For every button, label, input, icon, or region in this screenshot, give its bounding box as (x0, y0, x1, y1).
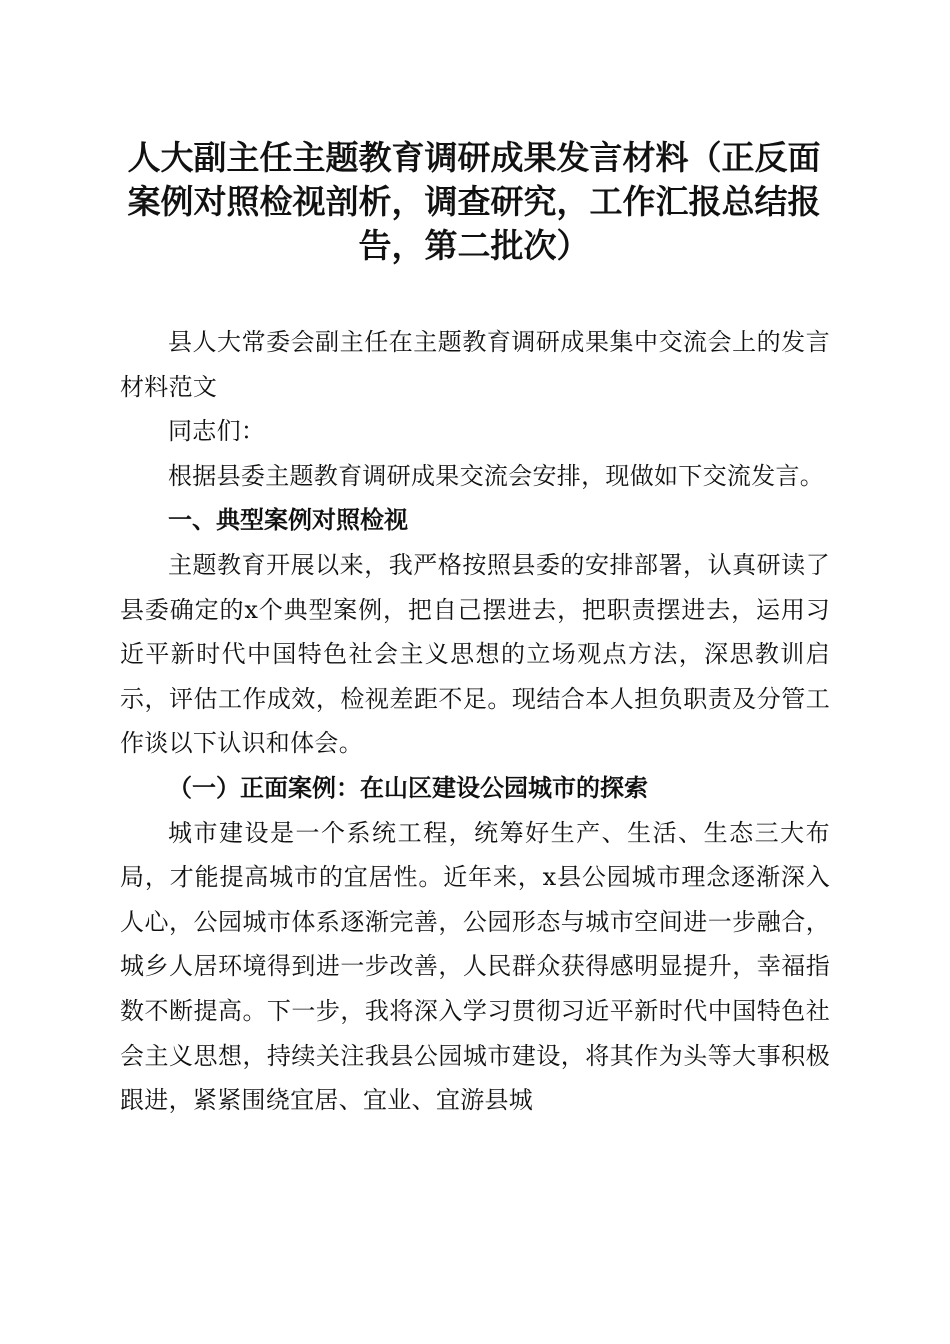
subsection-heading-1: （一）正面案例：在山区建设公园城市的探索 (168, 772, 648, 802)
subsection-1-paragraph: 城市建设是一个系统工程，统筹好生产、生活、生态三大布局，才能提高城市的宜居性。近年来，x县公园城市理念逐渐深入人心，公园城市体系逐渐完善，公园形态与城市空间进一步融合，城乡人居环境得到进一步改善，人民群众获得感明显提升，幸福指数不断提高。下一步，我将深入学习贯彻习近平新时代中国特色社会主义思想，持续关注我县公园城市建设，将其作为头等大事积极跟进，紧紧围绕宜居、宜业、宜游县城 (120, 818, 830, 1115)
section-1-paragraph: 主题教育开展以来，我严格按照县委的安排部署，认真研读了县委确定的x个典型案例，把自己摆进去，把职责摆进去，运用习近平新时代中国特色社会主义思想的立场观点方法，深思教训启示，评估工作成效，检视差距不足。现结合本人担负职责及分管工作谈以下认识和体会。 (120, 550, 830, 758)
document-title: 人大副主任主题教育调研成果发言材料（正反面案例对照检视剖析，调查研究，工作汇报总结报告，第二批次） (127, 138, 821, 265)
section-heading-1: 一、典型案例对照检视 (168, 506, 408, 535)
salutation-paragraph: 同志们： (168, 417, 266, 446)
subtitle-paragraph: 县人大常委会副主任在主题教育调研成果集中交流会上的发言材料范文 (120, 328, 830, 401)
document-body (120, 320, 830, 1123)
intro-paragraph: 根据县委主题教育调研成果交流会安排，现做如下交流发言。 (168, 461, 825, 490)
